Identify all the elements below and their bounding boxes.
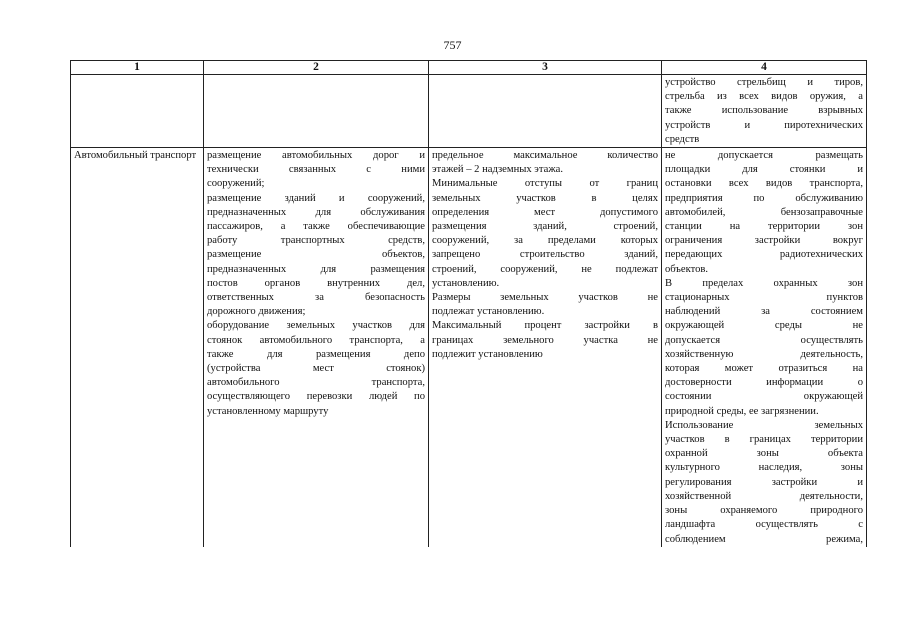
cell-line: автомобилей, бензозаправочные [665,206,863,218]
cell-line: передающих радиотехнических [665,249,863,261]
cell-line: устройств и пиротехнических [665,119,863,131]
cell-line: подлежит установлению [432,348,543,360]
cont-cell-3 [429,75,662,148]
cell-line: границах земельного участка не [432,334,658,346]
table-row-automobile-transport [71,148,867,547]
cell-line: стрельба из всех видов оружия, а [665,91,863,103]
cell-line: размещение объектов, [207,249,425,261]
use-type-cell [71,148,204,547]
cell-line: хозяйственную деятельность, [665,348,863,360]
use-type-text: Автомобильный транспорт [74,150,197,162]
cell-line: площадки для стоянки и [665,164,863,176]
cell-line: размещение автомобильных дорог и [207,150,425,162]
cell-line: В пределах охранных зон [665,277,863,289]
cell-line: также использование взрывных [665,105,863,117]
column-header-2: 2 [204,61,429,75]
page-number: 757 [443,38,462,52]
cell-line: подлежат установлению. [432,306,545,318]
parameters-text [432,149,658,362]
cont-cell-2 [204,75,429,148]
cell-line: технически связанных с ними [207,164,425,176]
parameters-cell [429,148,662,547]
cell-line: участков в границах территории [665,434,863,446]
cell-line: стоянок автомобильного транспорта, а [207,334,425,346]
regulations-table [70,60,867,547]
cell-line: допускается осуществлять [665,334,863,346]
cell-line: дорожного движения; [207,306,306,318]
cell-line: сооружений; [207,178,265,190]
cell-line: которая может отразиться на [665,363,863,375]
cell-line: (устройства мест стоянок) [207,363,425,375]
cell-line: ответственных за безопасность [207,292,425,304]
permitted-use-cell [204,148,429,547]
cont-cell-4-text [665,76,863,147]
cell-line: зоны охраняемого природного [665,505,863,517]
cell-line: осуществляющего перевозки людей по [207,391,425,403]
cell-line: предназначенных для обслуживания [207,206,425,218]
cell-line: остановки всех видов транспорта, [665,178,863,190]
cell-line: Минимальные отступы от границ [432,178,658,190]
cell-line: работу транспортных средств, [207,235,425,247]
cell-line: этажей – 2 надземных этажа. [432,164,563,176]
cell-line: земельных участков в целях [432,192,658,204]
cell-line: устройство стрельбищ и тиров, [665,77,863,88]
cell-line: стационарных пунктов [665,292,863,304]
cell-line: ограничения застройки вокруг [665,235,863,247]
cell-line: запрещено строительство зданий, [432,249,658,261]
cell-line: пассажиров, а также обеспечивающие [207,221,425,233]
cell-line: хозяйственной деятельности, [665,490,863,502]
cell-line: ландшафта осуществлять с [665,519,863,531]
cell-line: охранной зоны объекта [665,448,863,460]
cell-line: автомобильного транспорта, [207,377,425,389]
cell-line: предназначенных для размещения [207,263,425,275]
column-header-3: 3 [429,61,662,75]
cell-line: оборудование земельных участков для [207,320,425,332]
cell-line: регулирования застройки и [665,476,863,488]
cell-line: природной среды, ее загрязнении. [665,405,819,417]
cell-line: средств [665,133,700,145]
cell-line: постов органов внутренних дел, [207,277,425,289]
cell-line: установлению. [432,277,500,289]
cell-line: наблюдений за состоянием [665,306,863,318]
cell-line: определения мест допустимого [432,206,658,218]
cell-line: станции на территории зон [665,221,863,233]
restrictions-cell [662,148,867,547]
cell-line: культурного наследия, зоны [665,462,863,474]
cell-line: размещения зданий, строений, [432,221,658,233]
column-header-1: 1 [71,61,204,75]
cell-line: Максимальный процент застройки в [432,320,658,332]
cell-line: состоянии окружающей [665,391,863,403]
cell-line: установленному маршруту [207,405,329,417]
cell-line: достоверности информации о [665,377,863,389]
cell-line: предприятия по обслуживанию [665,192,863,204]
cell-line: сооружений, за пределами которых [432,235,658,247]
cont-cell-1 [71,75,204,148]
restrictions-text [665,149,863,547]
cell-line: Размеры земельных участков не [432,292,658,304]
cont-cell-4 [662,75,867,148]
cell-line: Использование земельных [665,419,863,431]
table-row-continuation [71,75,867,148]
cell-line: окружающей среды не [665,320,863,332]
permitted-use-text [207,149,425,419]
cell-line: строений, сооружений, не подлежат [432,263,658,275]
table-header-row [71,61,867,75]
cell-line: также для размещения депо [207,348,425,360]
column-header-4: 4 [662,61,867,75]
cell-line: предельное максимальное количество [432,150,658,162]
cell-line: не допускается размещать [665,150,863,162]
cell-line: соблюдением режима, [665,533,863,545]
cell-line: объектов. [665,263,709,275]
cell-line: размещение зданий и сооружений, [207,192,425,204]
